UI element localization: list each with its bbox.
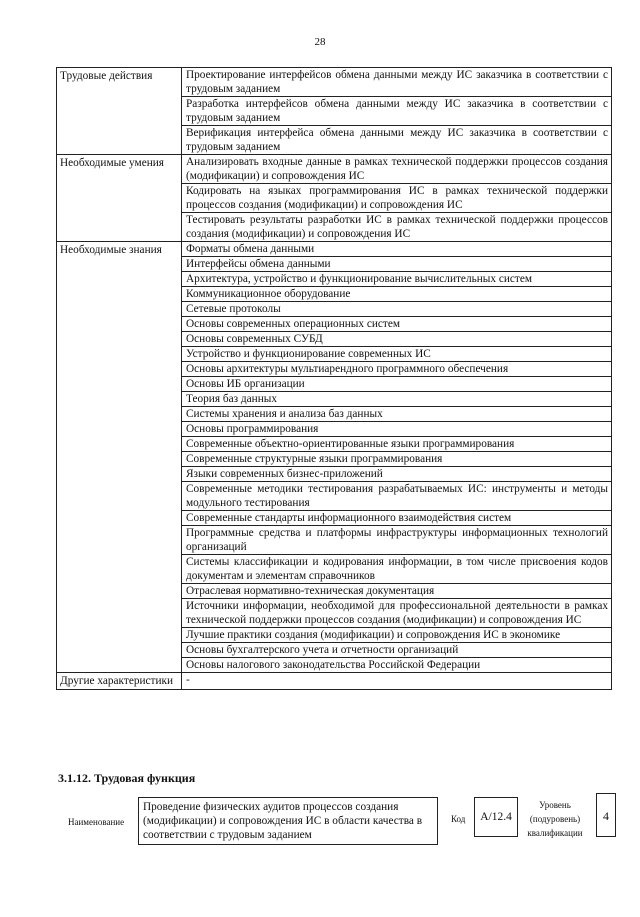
list-item: Современные структурные языки программирования bbox=[182, 452, 611, 467]
list-item: Современные методики тестирования разрабатываемых ИС: инструменты и методы модульного тестирования bbox=[182, 482, 611, 511]
function-code-value: A/12.4 bbox=[474, 797, 518, 837]
list-item: Верификация интерфейса обмена данными между ИС заказчика в соответствии с трудовым заданием bbox=[186, 127, 608, 153]
list-item: Устройство и функционирование современных ИС bbox=[182, 347, 611, 362]
function-name-value: Проведение физических аудитов процессов создания (модификации) и сопровождения ИС в области качества в соответствии с трудовым заданием bbox=[138, 797, 438, 845]
list-item: Теория баз данных bbox=[182, 392, 611, 407]
row-label: Трудовые действия bbox=[57, 68, 182, 155]
list-item: Источники информации, необходимой для профессиональной деятельности в рамках технической поддержки процессов создания (модификации) и сопровождения ИС bbox=[182, 599, 611, 628]
row-label: Необходимые знания bbox=[57, 242, 182, 673]
list-item: Проектирование интерфейсов обмена данными между ИС заказчика в соответствии с трудовым заданием bbox=[182, 68, 611, 97]
table-row bbox=[57, 242, 612, 673]
list-item: Основы современных СУБД bbox=[182, 332, 611, 347]
list-item: Форматы обмена данными bbox=[182, 242, 611, 257]
function-name-label: Наименование bbox=[68, 817, 125, 827]
section-heading: 3.1.12. Трудовая функция bbox=[58, 771, 196, 785]
list-item: Архитектура, устройство и функционирование вычислительных систем bbox=[182, 272, 611, 287]
table-row bbox=[57, 155, 612, 242]
list-item: Основы налогового законодательства Российской Федерации bbox=[186, 659, 481, 671]
page-number: 28 bbox=[314, 36, 326, 48]
list-item: Коммуникационное оборудование bbox=[182, 287, 611, 302]
list-item: Системы классификации и кодирования информации, в том числе присвоения кодов документам и элементам справочников bbox=[182, 555, 611, 584]
table-row bbox=[57, 68, 612, 155]
function-code-label: Код bbox=[451, 814, 466, 824]
list-item: Отраслевая нормативно-техническая документация bbox=[182, 584, 611, 599]
table-row bbox=[57, 673, 612, 690]
list-item: Основы ИБ организации bbox=[182, 377, 611, 392]
list-item: Программные средства и платформы инфраструктуры информационных технологий организаций bbox=[182, 526, 611, 555]
list-item: Интерфейсы обмена данными bbox=[182, 257, 611, 272]
row-label: Другие характеристики bbox=[57, 673, 182, 690]
list-item: Тестировать результаты разработки ИС в рамках технической поддержки процессов создания (модификации) и сопровождения ИС bbox=[186, 214, 608, 240]
list-item: Разработка интерфейсов обмена данными между ИС заказчика в соответствии с трудовым заданием bbox=[182, 97, 611, 126]
qualification-level-label: Уровень (подуровень) квалификации bbox=[527, 800, 583, 838]
list-item: Анализировать входные данные в рамках технической поддержки процессов создания (модификации) и сопровождения ИС bbox=[182, 155, 611, 184]
row-items bbox=[182, 242, 612, 673]
list-item: Кодировать на языках программирования ИС в рамках технической поддержки процессов создания (модификации) и сопровождения ИС bbox=[182, 184, 611, 213]
list-item: Основы современных операционных систем bbox=[182, 317, 611, 332]
row-items bbox=[182, 155, 612, 242]
list-item: Основы программирования bbox=[182, 422, 611, 437]
labor-function-table bbox=[56, 67, 612, 690]
list-item: Сетевые протоколы bbox=[182, 302, 611, 317]
row-items bbox=[182, 673, 612, 690]
list-item: - bbox=[186, 674, 190, 686]
row-label: Необходимые умения bbox=[57, 155, 182, 242]
list-item: Лучшие практики создания (модификации) и сопровождения ИС в экономике bbox=[182, 628, 611, 643]
row-items bbox=[182, 68, 612, 155]
list-item: Современные объектно-ориентированные языки программирования bbox=[182, 437, 611, 452]
list-item: Современные стандарты информационного взаимодействия систем bbox=[182, 511, 611, 526]
list-item: Языки современных бизнес-приложений bbox=[182, 467, 611, 482]
list-item: Основы архитектуры мультиарендного программного обеспечения bbox=[182, 362, 611, 377]
list-item: Системы хранения и анализа баз данных bbox=[182, 407, 611, 422]
qualification-level-value: 4 bbox=[596, 793, 616, 837]
list-item: Основы бухгалтерского учета и отчетности организаций bbox=[182, 643, 611, 658]
